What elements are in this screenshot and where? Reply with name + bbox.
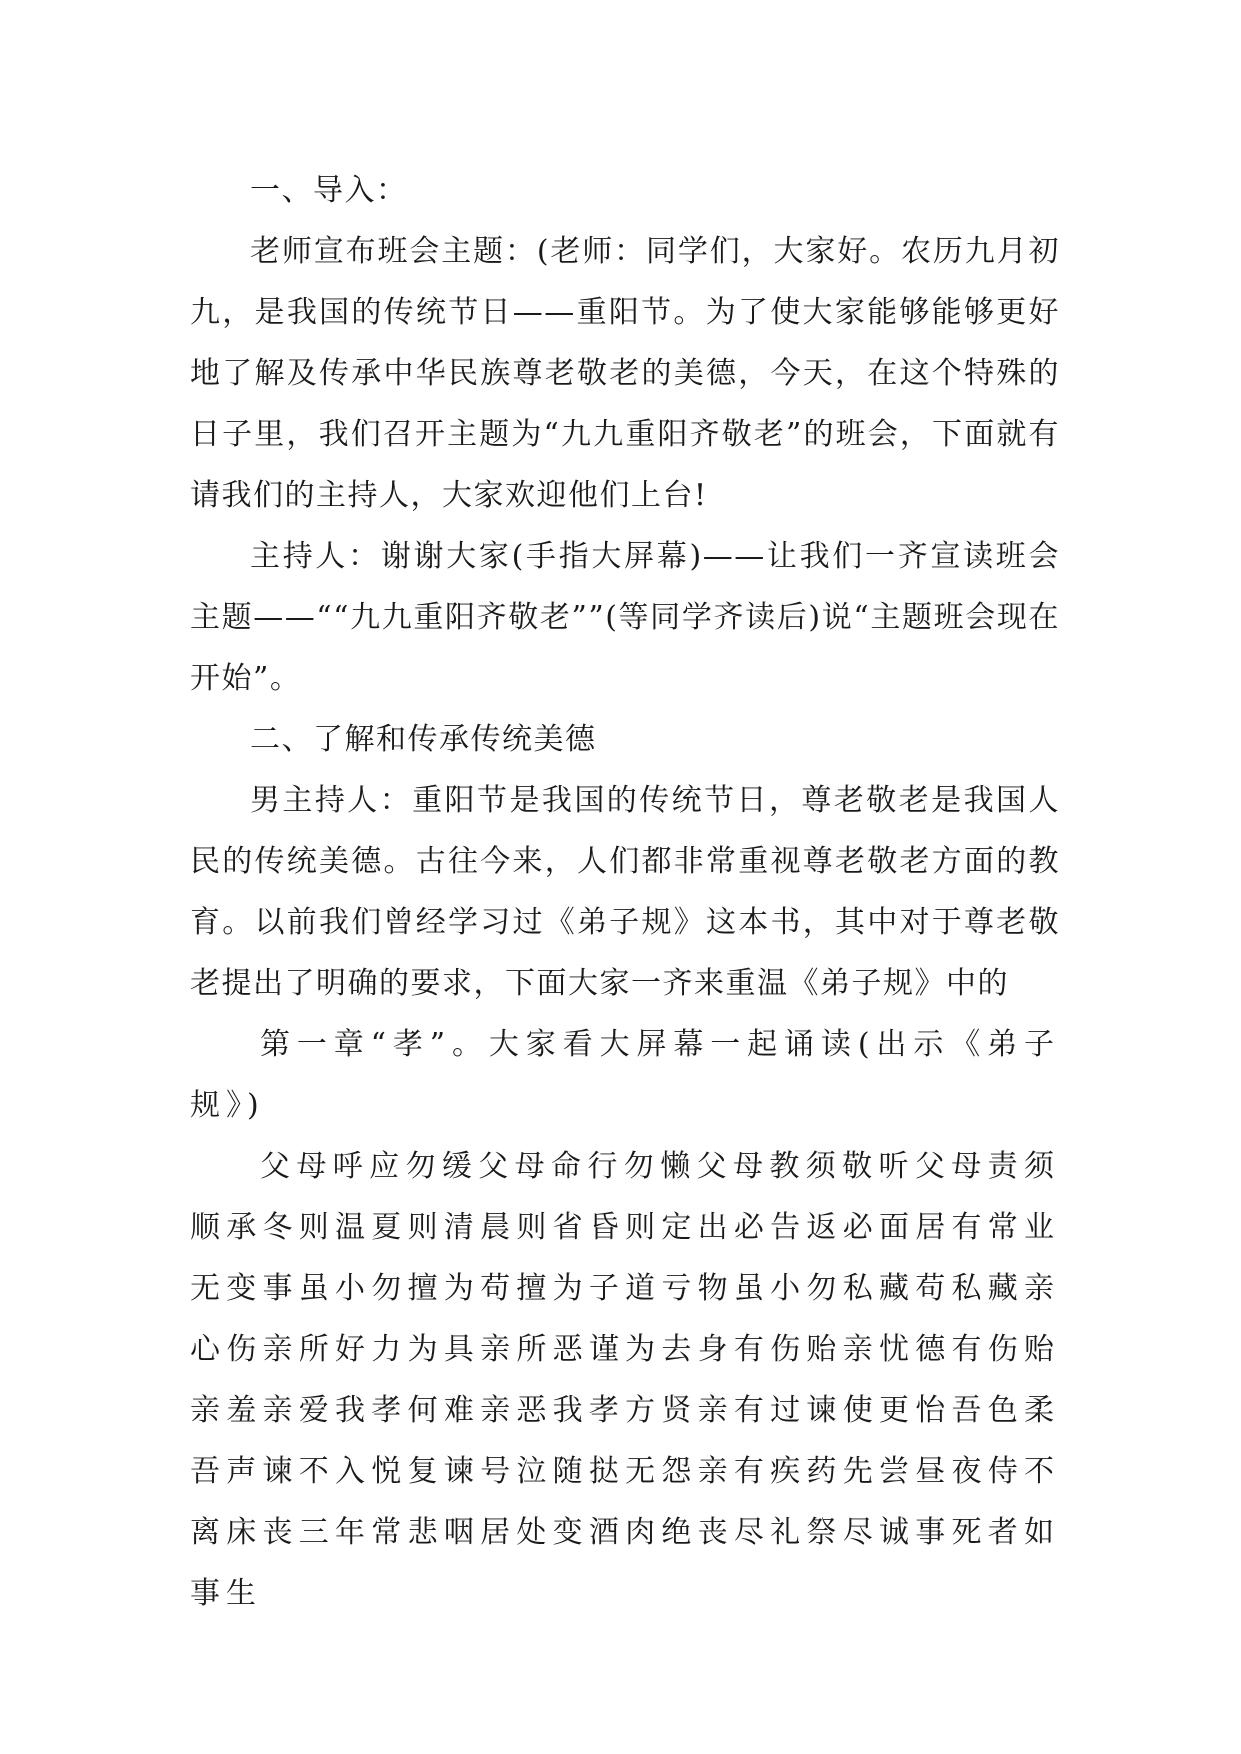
paragraph-dizigui-text: 父母呼应勿缓父母命行勿懒父母教须敬听父母责须顺承冬则温夏则清晨则省昏则定出必告返必面居有常业无变事虽小勿擅为苟擅为子道亏物虽小勿私藏苟私藏亲心伤亲所好力为具亲所恶谨为去身有伤贻亲忧德有伤贻亲羞亲爱我孝何难亲恶我孝方贤亲有过谏使更怡吾色柔吾声谏不入悦复谏号泣随挞无怨亲有疾药先尝昼夜侍不离床丧三年常悲咽居处变酒肉绝丧尽礼祭尽诚事死者如事生 <box>190 1149 1060 1611</box>
paragraph-host-speech: 主持人：谢谢大家(手指大屏幕)——让我们一齐宣读班会主题——““九九重阳齐敬老””(等同学齐读后)说“主题班会现在开始”。 <box>190 539 1060 696</box>
paragraph-chapter-xiao: 第一章“孝”。大家看大屏幕一起诵读(出示《弟子规》) <box>190 1027 1060 1123</box>
paragraph-teacher-announcement: 老师宣布班会主题：(老师：同学们，大家好。农历九月初九，是我国的传统节日——重阳节。为了使大家能够能够更好地了解及传承中华民族尊老敬老的美德，今天，在这个特殊的日子里，我们召开主题为“九九重阳齐敬老”的班会，下面就有请我们的主持人，大家欢迎他们上台! <box>190 234 1060 513</box>
section-heading-intro: 一、导入： <box>250 173 408 208</box>
paragraph-male-host: 男主持人：重阳节是我国的传统节日，尊老敬老是我国人民的传统美德。古往今来，人们都非常重视尊老敬老方面的教育。以前我们曾经学习过《弟子规》这本书，其中对于尊老敬老提出了明确的要求，下面大家一齐来重温《弟子规》中的 <box>190 783 1060 1001</box>
document-page <box>190 160 1060 1624</box>
section-heading-tradition: 二、了解和传承传统美德 <box>250 722 597 757</box>
